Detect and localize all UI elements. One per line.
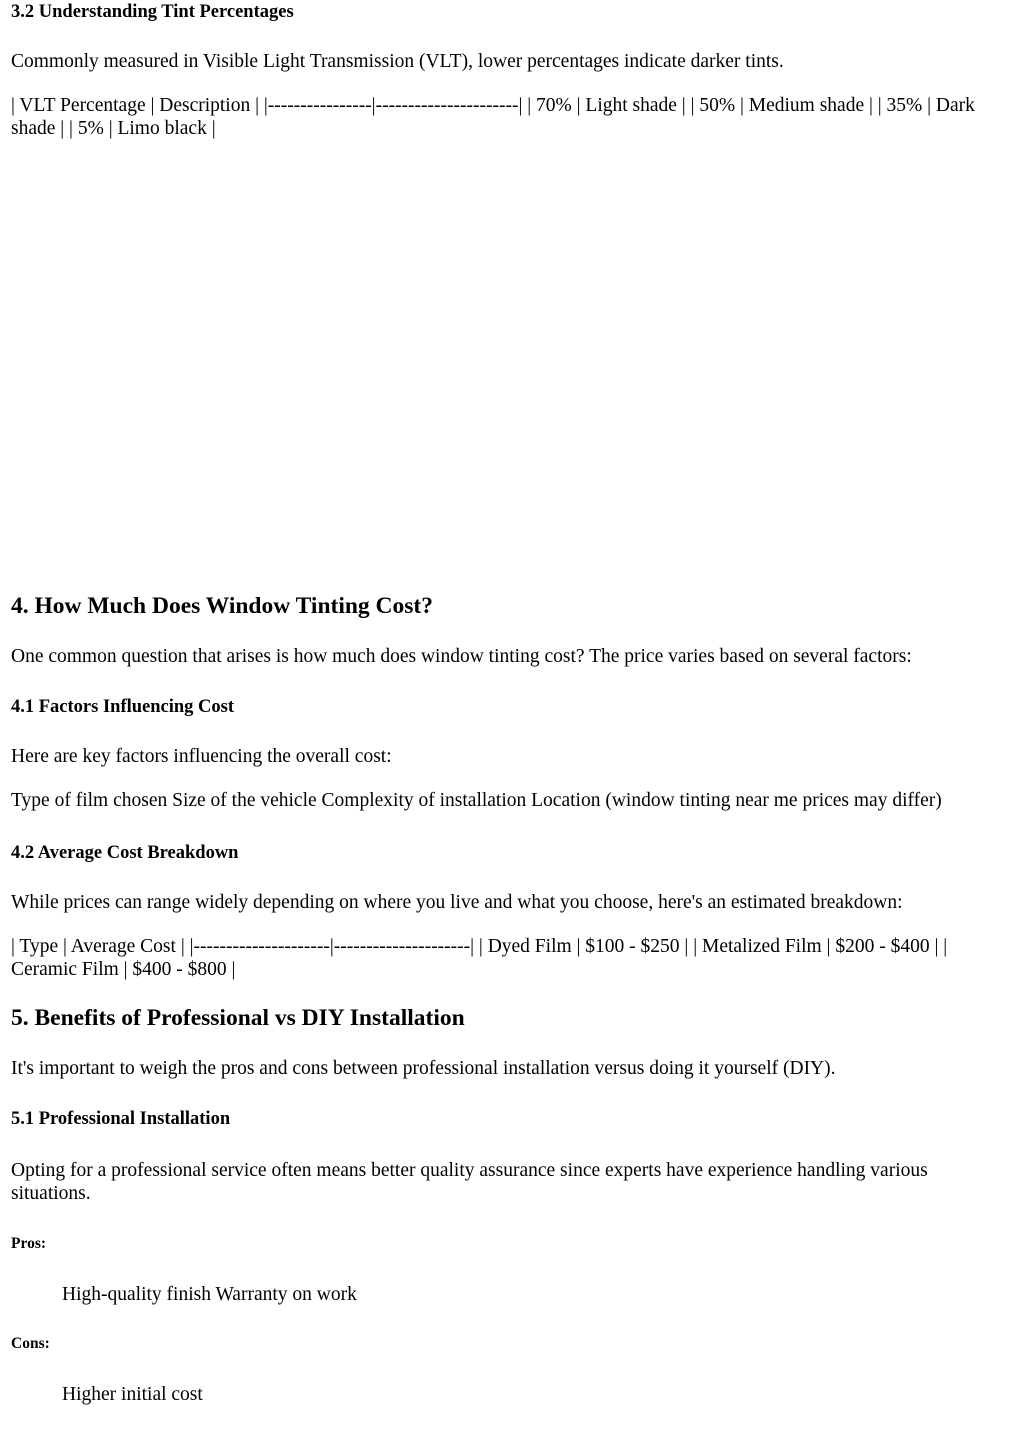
paragraph-professional-intro: Opting for a professional service often means better quality assurance since experts have experience handling various situations. — [11, 1160, 928, 1204]
section-heading-breakdown: 4.2 Average Cost Breakdown — [11, 843, 239, 863]
pros-label: Pros: — [11, 1235, 47, 1252]
paragraph-tint-intro: Commonly measured in Visible Light Transmission (VLT), lower percentages indicate darker tints. — [11, 51, 784, 72]
section-heading-cost: 4. How Much Does Window Tinting Cost? — [11, 593, 434, 619]
pros-list-text: High-quality finish Warranty on work — [62, 1284, 357, 1305]
section-heading-tint-percentages: 3.2 Understanding Tint Percentages — [11, 2, 294, 22]
paragraph-breakdown-intro: While prices can range widely depending on where you live and what you choose, here's an estimated breakdown: — [11, 892, 903, 913]
section-heading-benefits: 5. Benefits of Professional vs DIY Installation — [11, 1005, 465, 1031]
paragraph-cost-intro: One common question that arises is how much does window tinting cost? The price varies based on several factors: — [11, 646, 912, 667]
section-heading-professional: 5.1 Professional Installation — [11, 1109, 231, 1129]
paragraph-benefits-intro: It's important to weigh the pros and cons between professional installation versus doing it yourself (DIY). — [11, 1058, 836, 1079]
breakdown-table-text: | Type | Average Cost | |---------------------|---------------------| | Dyed Film | $100 - $250 | | Metalized Film | $200 - $400 | | Ceramic Film | $400 - $800 | — [11, 936, 948, 980]
factors-list-text: Type of film chosen Size of the vehicle Complexity of installation Location (window tinting near me prices may differ) — [11, 790, 942, 811]
paragraph-factors-intro: Here are key factors influencing the overall cost: — [11, 746, 392, 767]
tint-table-text: | VLT Percentage | Description | |----------------|----------------------| | 70% | Light shade | | 50% | Medium shade | | 35% | Dark shade | | 5% | Limo black | — [11, 95, 975, 139]
cons-list-text: Higher initial cost — [62, 1384, 203, 1405]
section-heading-factors: 4.1 Factors Influencing Cost — [11, 697, 235, 717]
cons-label: Cons: — [11, 1335, 50, 1352]
